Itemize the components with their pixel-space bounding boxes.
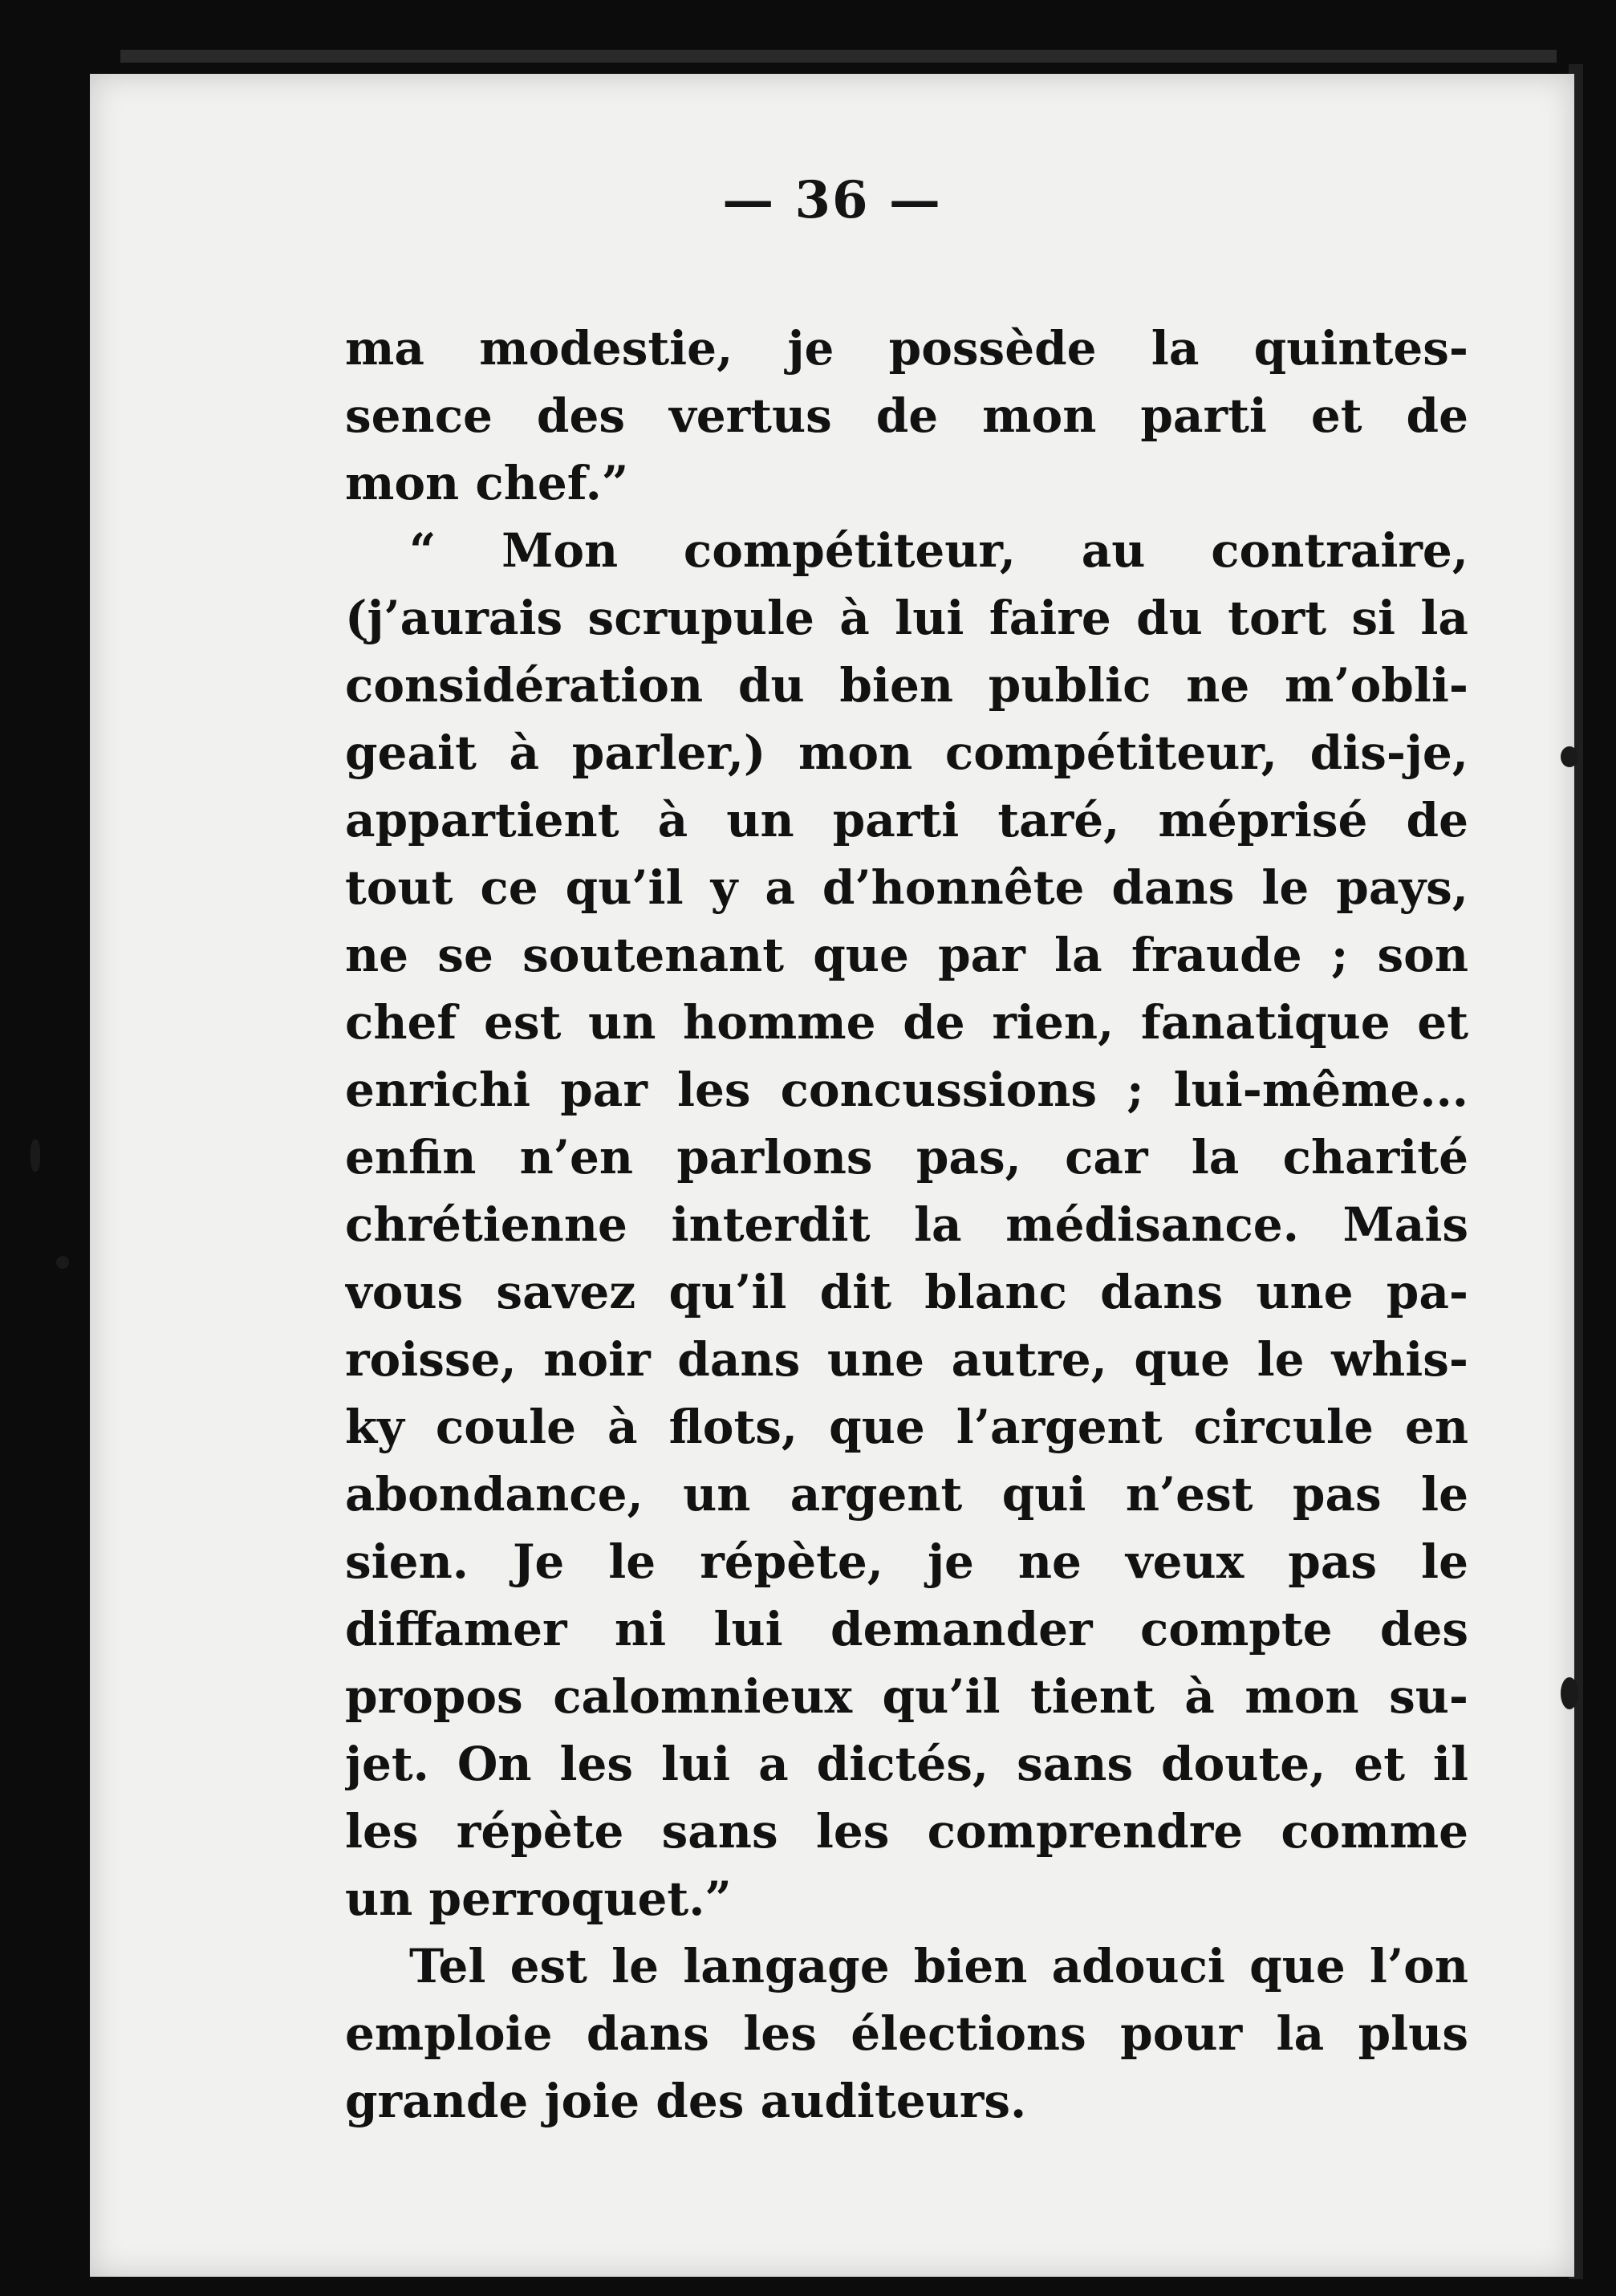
book-page bbox=[90, 74, 1574, 2277]
text-line: les répète sans les comprendre comme bbox=[345, 1804, 1468, 1859]
text-line: “ Mon compétiteur, au contraire, bbox=[409, 523, 1468, 578]
text-line: mon chef.” bbox=[345, 456, 629, 510]
text-line: vous savez qu’il dit blanc dans une pa- bbox=[345, 1265, 1468, 1319]
text-line: enrichi par les concussions ; lui-même... bbox=[345, 1063, 1468, 1117]
text-line: sien. Je le répète, je ne veux pas le bbox=[345, 1534, 1468, 1589]
text-line: chrétienne interdit la médisance. Mais bbox=[345, 1197, 1468, 1252]
text-line: enfin n’en parlons pas, car la charité bbox=[345, 1130, 1468, 1185]
page-number: — 36 — bbox=[722, 170, 942, 230]
text-line: un perroquet.” bbox=[345, 1871, 732, 1926]
margin-speck bbox=[30, 1140, 40, 1172]
text-line: ma modestie, je possède la quintes- bbox=[345, 321, 1468, 376]
body-text bbox=[345, 315, 1468, 2135]
text-line: abondance, un argent qui n’est pas le bbox=[345, 1467, 1468, 1522]
text-line: (j’aurais scrupule à lui faire du tort si la bbox=[345, 591, 1468, 645]
text-line: geait à parler,) mon compétiteur, dis-je, bbox=[345, 725, 1468, 780]
text-line: jet. On les lui a dictés, sans doute, et il bbox=[345, 1737, 1468, 1791]
text-line: emploie dans les élections pour la plus bbox=[345, 2006, 1468, 2061]
text-line: diffamer ni lui demander compte des bbox=[345, 1602, 1468, 1656]
margin-speck bbox=[1561, 746, 1578, 767]
page-top-edge-shadow bbox=[120, 50, 1557, 63]
text-line: roisse, noir dans une autre, que le whis- bbox=[345, 1332, 1468, 1387]
text-line: chef est un homme de rien, fanatique et bbox=[345, 995, 1468, 1050]
text-line: ky coule à flots, que l’argent circule en bbox=[345, 1400, 1468, 1454]
text-line: Tel est le langage bien adouci que l’on bbox=[409, 1939, 1468, 1993]
margin-speck bbox=[56, 1256, 69, 1269]
text-line: appartient à un parti taré, méprisé de bbox=[345, 793, 1468, 847]
text-line: grande joie des auditeurs. bbox=[345, 2074, 1027, 2128]
text-line: sence des vertus de mon parti et de bbox=[345, 388, 1468, 443]
text-line: considération du bien public ne m’obli- bbox=[345, 658, 1468, 713]
margin-speck bbox=[1561, 1677, 1578, 1709]
text-line: ne se soutenant que par la fraude ; son bbox=[345, 928, 1468, 982]
text-line: propos calomnieux qu’il tient à mon su- bbox=[345, 1669, 1468, 1724]
text-line: tout ce qu’il y a d’honnête dans le pays, bbox=[345, 860, 1468, 915]
